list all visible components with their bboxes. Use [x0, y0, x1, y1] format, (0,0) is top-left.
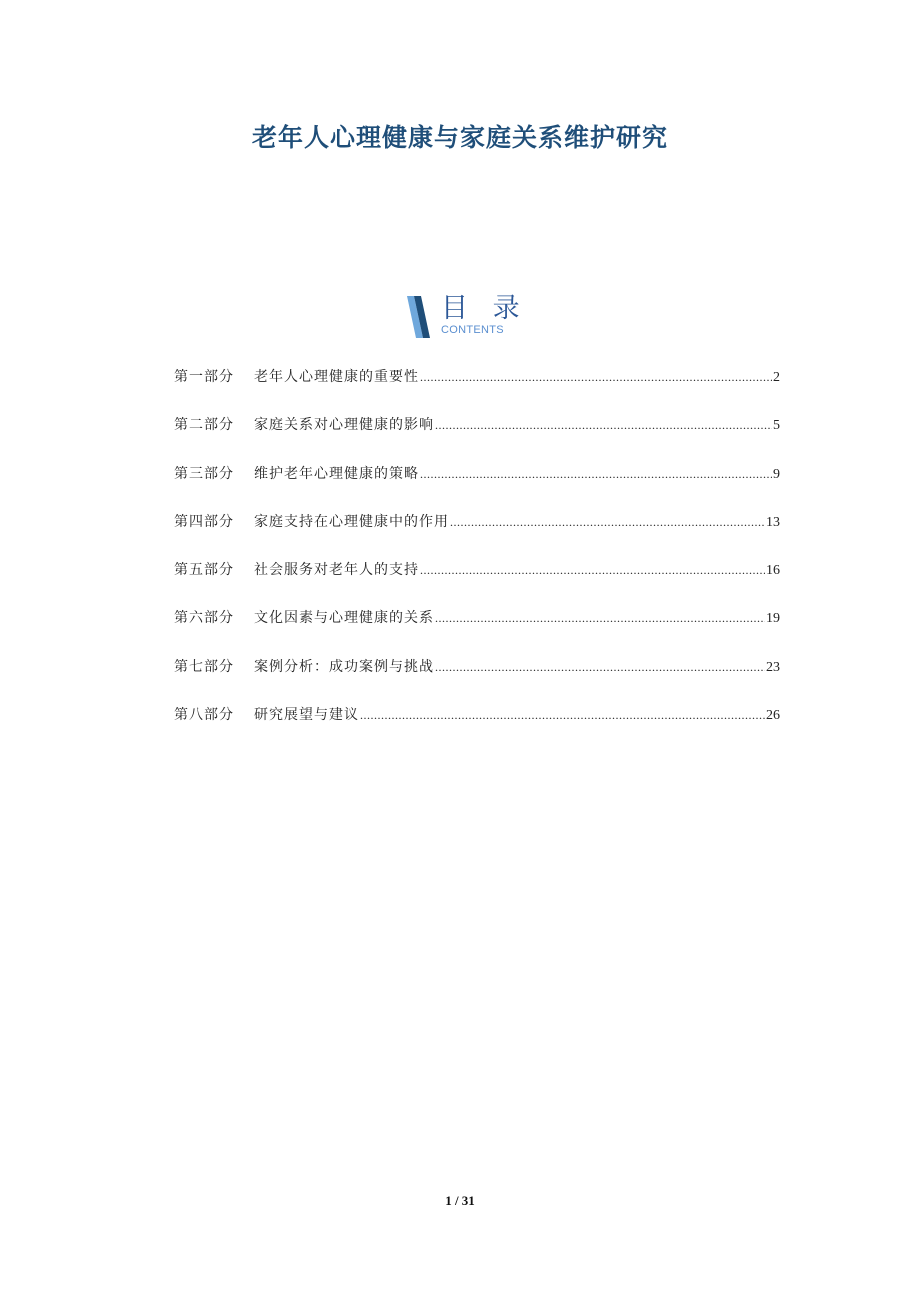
toc-entry-page: 16 [766, 563, 780, 579]
toc-entry-page: 19 [766, 611, 780, 627]
toc-subheading: CONTENTS [441, 324, 504, 336]
toc-entry-part: 第八部分 [174, 707, 234, 724]
toc-entry-part: 第三部分 [174, 465, 234, 482]
toc-entry-title: 家庭支持在心理健康中的作用 [254, 513, 449, 530]
toc-leader-dots [435, 607, 765, 629]
toc-entry-5[interactable] [174, 559, 780, 607]
toc-header [405, 293, 528, 340]
toc-entry-title: 案例分析：成功案例与挑战 [254, 658, 434, 675]
toc-entry-page: 5 [773, 418, 780, 434]
toc-entry-part: 第四部分 [174, 513, 234, 530]
toc-entry-title: 维护老年心理健康的策略 [254, 465, 419, 482]
toc-entry-page: 9 [773, 466, 780, 482]
toc-entry-title: 家庭关系对心理健康的影响 [254, 417, 434, 434]
toc-heading: 目 录 [441, 293, 528, 324]
toc-entry-page: 13 [766, 514, 780, 530]
toc-entry-title: 文化因素与心理健康的关系 [254, 610, 434, 627]
toc-entry-6[interactable] [174, 607, 780, 655]
toc-entry-part: 第六部分 [174, 610, 234, 627]
toc-entry-page: 26 [766, 708, 780, 724]
toc-entry-page: 23 [766, 659, 780, 675]
toc-leader-dots [435, 414, 772, 436]
toc-leader-dots [360, 704, 765, 726]
toc-entry-title: 研究展望与建议 [254, 707, 359, 724]
toc-leader-dots [420, 463, 772, 485]
toc-entry-part: 第五部分 [174, 562, 234, 579]
toc-leader-dots [450, 511, 765, 533]
toc-entry-4[interactable] [174, 511, 780, 559]
toc-entry-part: 第二部分 [174, 417, 234, 434]
toc-entry-part: 第七部分 [174, 658, 234, 675]
toc-list [174, 366, 780, 752]
toc-entry-2[interactable] [174, 414, 780, 462]
toc-entry-8[interactable] [174, 704, 780, 752]
toc-entry-title: 社会服务对老年人的支持 [254, 562, 419, 579]
toc-entry-page: 2 [773, 370, 780, 385]
toc-entry-1[interactable] [174, 366, 780, 414]
toc-leader-dots [420, 559, 765, 581]
toc-entry-7[interactable] [174, 656, 780, 704]
toc-leader-dots [420, 366, 772, 388]
toc-entry-title: 老年人心理健康的重要性 [254, 369, 419, 385]
toc-entry-3[interactable] [174, 463, 780, 511]
page-number: 1 / 31 [445, 1193, 475, 1208]
contents-logo-icon [405, 296, 431, 338]
document-title: 老年人心理健康与家庭关系维护研究 [251, 123, 668, 152]
toc-leader-dots [435, 656, 765, 678]
toc-entry-part: 第一部分 [174, 369, 234, 385]
